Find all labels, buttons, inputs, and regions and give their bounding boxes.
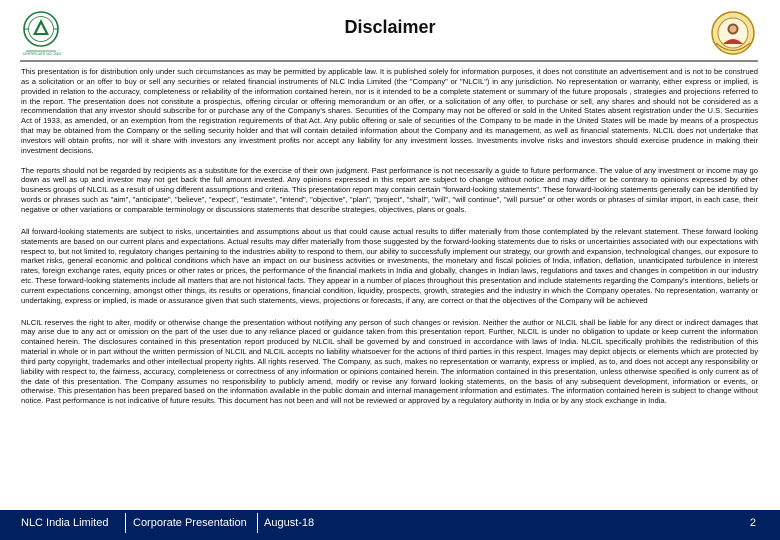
footer-deck-title: Corporate Presentation: [133, 517, 247, 529]
page-number: 2: [749, 517, 756, 529]
left-logo-tagline: CERTIFICATE NO. 2002: [22, 52, 62, 56]
footer-company-name: NLC India Limited: [21, 517, 109, 529]
disclaimer-paragraph: This presentation is for distribution only under such circumstances as may be permitted by applicable law. It is published solely for information purposes, it does not constitute an advertisement and is not to be construed as a solicitation or an offer to buy or sell any securities or related financial instruments of NLC India Limited (the "Company" or "NLCIL") in any jurisdiction. No representation or warranty, either express or implied, is provided in relation to the accuracy, completeness or reliability of the information contained herein, nor is it intended to be a complete statement or summary of the future proposals , strategies and projections referred to in the report. The presentation does not constitute a prospectus, offering circular or offering memorandum or an offer, or a solicitation of any offer, to purchase or sell, any shares and should not be considered as a recommendation that any investor should subscribe for or purchase any of the Company's shares. Securities of the Company may not be offered or sold in the United States absent registration under the U.S. Securities Act of 1933, as amended, or an exemption from the registration requirements of that Act. Any public offering or sale of securities of the Company to be made in the United States will be made by means of a prospectus that may be obtained from the Company or the selling security holder and that will contain detailed information about the Company and its management, as well as financial statements. NLCIL does not undertake that investors will obtain profits, nor will it share with investors any investment profits nor accept any liability for any investment losses. Investments involve risks and investors should exercise prudence in making their investment decisions.: [21, 67, 758, 155]
slide-footer: [0, 510, 780, 540]
slide-header: [0, 0, 780, 62]
disclaimer-paragraph: The reports should not be regarded by recipients as a substitute for the exercise of their own judgment. Past performance is not necessarily a guide to future performance. The value of any investment or income may go down as well as up and investor may not get back the full amount invested. Any opinions expressed in this report are subject to change without notice and may differ or be contrary to opinions expressed by other business groups of NLCIL as a result of using different assumptions and criteria. This presentation report may contain certain "forward-looking statements". These forward-looking statements generally can be identified by words or phrases such as "aim", "anticipate", "believe", "expect", "estimate", "intend", "objective", "plan", "project", "shall", "will", "will continue", "will pursue" or other words or phrases of similar import, in each case, their negative or other variations or comparable terminology or discussions statements that describe strategies, objectives, plans or goals.: [21, 165, 758, 214]
disclaimer-paragraph: All forward-looking statements are subject to risks, uncertainties and assumptions about us that could cause actual results to differ materially from those contemplated by the relevant statement. These forward looking statements are based on our current plans and expectations. Actual results may differ materially from those suggested by the forward-looking statements due to risks or uncertainties associated with our expectations with respect to, but not limited to, regulatory changes pertaining to the industries ability to respond to them, our ability to successfully implement our strategy, our growth and expansion, technological changes, our exposure to market risks, general economic and political conditions which have an impact on our business activities or investments, the monetary and fiscal policies of India, inflation, deflation, unanticipated turbulence in interest rates, foreign exchange rates, equity prices or other rates or prices, the performance of the financial markets in India and globally, changes in Indian laws, regulations and taxes and changes in competition in our industry etc. These forward-looking statements include all matters that are not historical facts. They appear in a number of places throughout this presentation and include statements regarding the Company's intentions, beliefs or current expectations concerning, amongst other things, its results or operations, financial condition, liquidity, prospects, growth, strategies and the industry in which the Company operates. No representation, warranty or undertaking, express or implied, is made or assurance given that such statements, views, projections or forecasts, if any, are correct or that the objectives of the Company will be achieved: [21, 226, 758, 305]
footer-date: August-18: [264, 517, 315, 529]
page-title: Disclaimer: [344, 17, 436, 37]
footer-separator: [125, 513, 126, 533]
footer-separator: [257, 513, 258, 533]
header-divider: [20, 60, 758, 62]
disclaimer-body: [21, 67, 758, 416]
disclaimer-paragraph: NLCIL reserves the right to alter, modify or otherwise change the presentation without notifying any person of such changes or revision. Neither the author or NLCIL shall be liable for any direct or indirect damages that may arise due to any act or omission on the part of the user due to any reliance placed or guidance taken from this presentation report. Further, NLCIL is under no obligation to update or keep current the information contained herein. The disclosures contained in this presentation report produced by NLCIL shall be governed by and construed in accordance with laws of India. NLCIL specifically prohibits the redistribution of this material in whole or in part without the written permission of NLCIL and NLCIL accepts no liability whatsoever for the actions of third parties in this respect. Images may depict objects or elements which are protected by third party copyright, trademarks and other intellectual property rights. All rights reserved. The Company, as such, makes no representation or warranty, express or implied, as to, and does not accept any responsibility or liability with respect to, the fairness, accuracy, completeness or correctness of any information or opinions contained herein. The information contained in this presentation, unless otherwise specified is only current as of the date of this presentation. The Company assumes no responsibility to publicly amend, modify or revise any forward looking statements, on the basis of any subsequent development, information or events, or otherwise. This presentation has been prepared based on the information available in the public domain and internal management information and estimates. The information contained herein is subject to change without notice. Past performance is not indicative of future results. This document has not been and will not be reviewed or approved by a regulatory authority in India or by any stock exchange in India.: [21, 317, 758, 406]
centenary-emblem-icon: [708, 10, 758, 56]
